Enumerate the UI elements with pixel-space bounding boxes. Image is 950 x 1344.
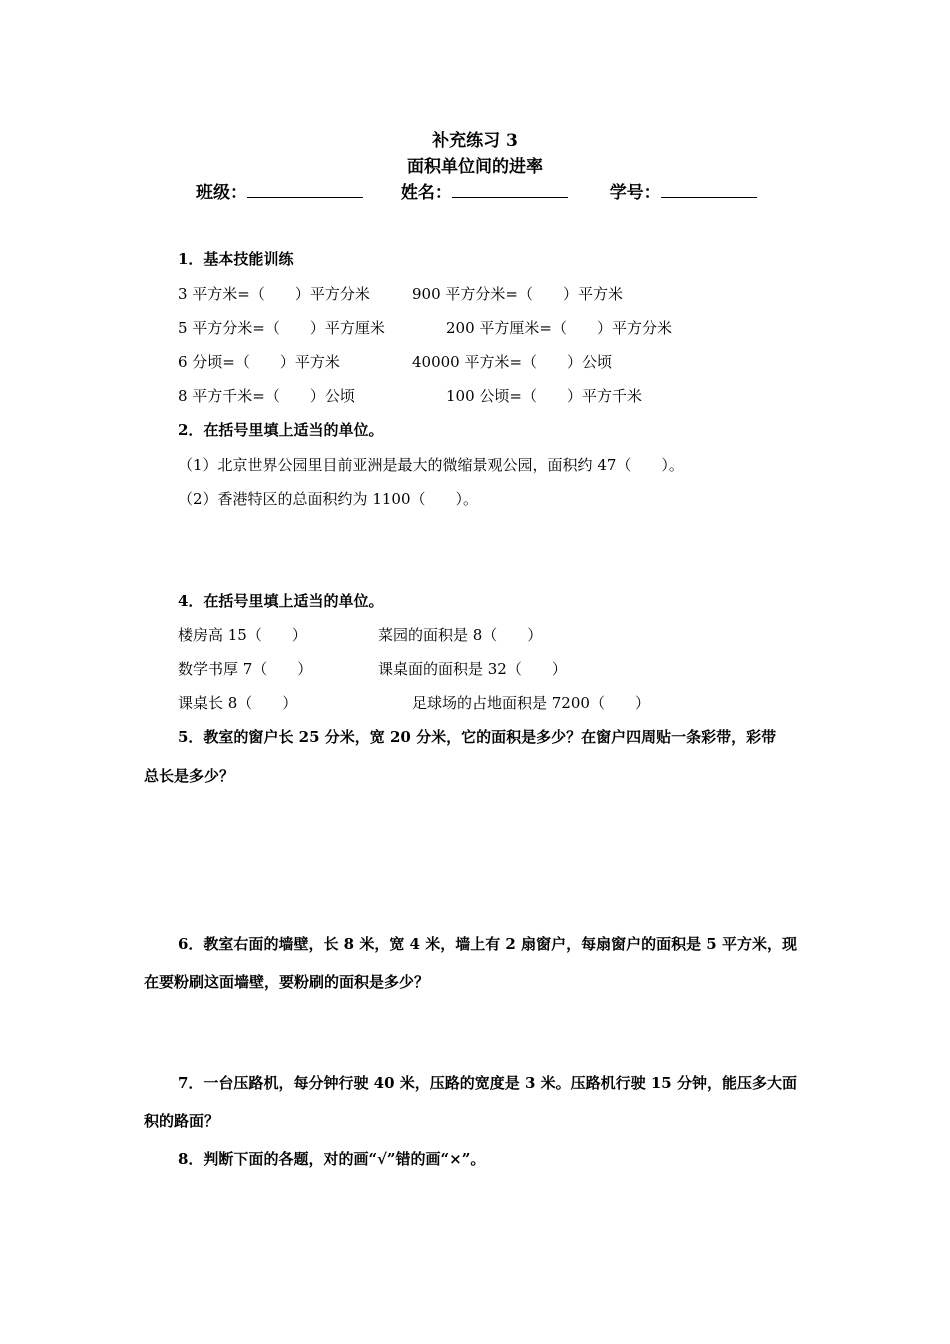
class-blank[interactable] <box>247 181 363 198</box>
q6-text: 6．教室右面的墙壁，长 8 米，宽 4 米，墙上有 2 扇窗户，每扇窗户的面积是 5 平方米，现 <box>178 935 797 953</box>
q1-item: 5 平方分米=（ ）平方厘米 <box>178 319 385 337</box>
q2-item: （1）北京世界公园里目前亚洲是最大的微缩景观公园，面积约 47（ ）。 <box>178 456 684 474</box>
q1-item: 3 平方米=（ ）平方分米 <box>178 285 370 303</box>
q2-item: （2）香港特区的总面积约为 1100（ ）。 <box>178 490 478 508</box>
id-label: 学号： <box>609 183 661 203</box>
q4-heading: 4．在括号里填上适当的单位。 <box>178 592 384 610</box>
q1-item: 8 平方千米=（ ）公顷 <box>178 387 355 405</box>
q2-heading: 2．在括号里填上适当的单位。 <box>178 421 384 439</box>
q1-heading: 1．基本技能训练 <box>178 250 294 268</box>
q4-item: 足球场的占地面积是 7200（ ） <box>412 694 650 712</box>
page-title: 补充练习 3 <box>432 131 518 151</box>
page-subtitle: 面积单位间的进率 <box>407 157 543 177</box>
class-label: 班级： <box>196 183 247 203</box>
name-blank[interactable] <box>452 181 568 198</box>
q5-text: 5．教室的窗户长 25 分米，宽 20 分米，它的面积是多少？在窗户四周贴一条彩带，彩带 <box>178 728 777 746</box>
id-blank[interactable] <box>661 181 757 198</box>
name-label: 姓名： <box>400 183 452 203</box>
q1-item: 40000 平方米=（ ）公顷 <box>412 353 613 371</box>
student-info-row <box>196 178 757 203</box>
q1-item: 6 分顷=（ ）平方米 <box>178 353 340 371</box>
q7-text: 7．一台压路机，每分钟行驶 40 米，压路的宽度是 3 米。压路机行驶 15 分钟，能压多大面 <box>178 1074 797 1092</box>
q7-text-cont: 积的路面？ <box>144 1112 220 1130</box>
q1-item: 900 平方分米=（ ）平方米 <box>412 285 623 303</box>
q4-item: 楼房高 15（ ） <box>178 626 307 644</box>
q4-item: 数学书厚 7（ ） <box>178 660 313 678</box>
q5-text-cont: 总长是多少？ <box>144 767 235 785</box>
q6-text-cont: 在要粉刷这面墙壁，要粉刷的面积是多少？ <box>144 973 430 991</box>
q8-heading: 8．判断下面的各题，对的画“√”错的画“×”。 <box>178 1150 486 1168</box>
q4-item: 课桌长 8（ ） <box>178 694 298 712</box>
q4-item: 课桌面的面积是 32（ ） <box>378 660 567 678</box>
q1-item: 100 公顷=（ ）平方千米 <box>446 387 642 405</box>
q1-item: 200 平方厘米=（ ）平方分米 <box>446 319 672 337</box>
q4-item: 菜园的面积是 8（ ） <box>378 626 543 644</box>
